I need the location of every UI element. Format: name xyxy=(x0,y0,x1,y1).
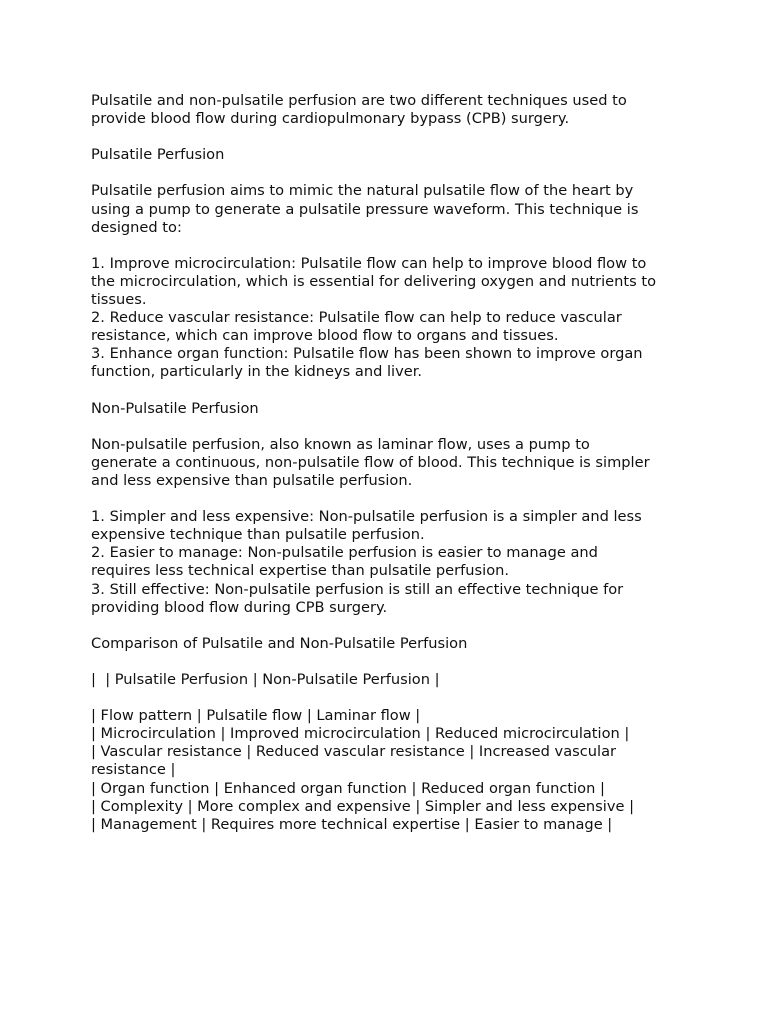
table-row: | Vascular resistance | Reduced vascular resistance | Increased vascular xyxy=(91,743,617,761)
nonpulsatile-heading: Non-Pulsatile Perfusion xyxy=(91,399,259,417)
pulsatile-heading: Pulsatile Perfusion xyxy=(91,146,225,164)
paragraph-spacer xyxy=(91,418,683,436)
paragraph-spacer xyxy=(91,164,683,182)
paragraph-spacer xyxy=(91,653,683,671)
list-item-line: 2. Easier to manage: Non-pulsatile perfusion is easier to manage and xyxy=(91,544,598,562)
table-row: | Complexity | More complex and expensive | Simpler and less expensive | xyxy=(91,797,635,815)
table-row: resistance | xyxy=(91,761,176,779)
list-item-line: requires less technical expertise than pulsatile perfusion. xyxy=(91,562,510,580)
pulsatile-list xyxy=(91,255,683,382)
paragraph-spacer xyxy=(91,617,683,635)
comparison-table xyxy=(91,707,683,834)
list-item-line: providing blood flow during CPB surgery. xyxy=(91,598,388,616)
list-item-line: expensive technique than pulsatile perfusion. xyxy=(91,526,425,544)
document-page xyxy=(91,92,683,834)
list-item-line: function, particularly in the kidneys and liver. xyxy=(91,363,423,381)
text-line: Pulsatile perfusion aims to mimic the natural pulsatile flow of the heart by xyxy=(91,182,634,200)
pulsatile-description xyxy=(91,182,683,236)
list-item-line: 3. Enhance organ function: Pulsatile flow has been shown to improve organ xyxy=(91,345,643,363)
text-line: Non-pulsatile perfusion, also known as laminar flow, uses a pump to xyxy=(91,435,590,453)
text-line: provide blood flow during cardiopulmonary bypass (CPB) surgery. xyxy=(91,110,570,128)
list-item-line: 3. Still effective: Non-pulsatile perfusion is still an effective technique for xyxy=(91,580,624,598)
table-row: | Microcirculation | Improved microcirculation | Reduced microcirculation | xyxy=(91,725,630,743)
text-line: designed to: xyxy=(91,218,182,236)
comparison-heading: Comparison of Pulsatile and Non-Pulsatile Perfusion xyxy=(91,634,468,652)
list-item-line: tissues. xyxy=(91,291,147,309)
paragraph-spacer xyxy=(91,689,683,707)
text-line: using a pump to generate a pulsatile pressure waveform. This technique is xyxy=(91,200,639,218)
paragraph-spacer xyxy=(91,237,683,255)
list-item-line: 2. Reduce vascular resistance: Pulsatile flow can help to reduce vascular xyxy=(91,309,622,327)
nonpulsatile-list xyxy=(91,508,683,617)
table-row: | Organ function | Enhanced organ function | Reduced organ function | xyxy=(91,779,605,797)
intro-paragraph xyxy=(91,92,683,128)
table-row: | Flow pattern | Pulsatile flow | Laminar flow | xyxy=(91,707,421,725)
paragraph-spacer xyxy=(91,382,683,400)
table-row: | Management | Requires more technical expertise | Easier to manage | xyxy=(91,815,613,833)
text-line: and less expensive than pulsatile perfusion. xyxy=(91,471,413,489)
list-item-line: 1. Simpler and less expensive: Non-pulsatile perfusion is a simpler and less xyxy=(91,508,642,526)
paragraph-spacer xyxy=(91,490,683,508)
text-line: Pulsatile and non-pulsatile perfusion are two different techniques used to xyxy=(91,92,627,109)
list-item-line: the microcirculation, which is essential for delivering oxygen and nutrients to xyxy=(91,272,657,290)
text-line: generate a continuous, non-pulsatile flow of blood. This technique is simpler xyxy=(91,453,650,471)
nonpulsatile-description xyxy=(91,436,683,490)
table-header-row: | | Pulsatile Perfusion | Non-Pulsatile Perfusion | xyxy=(91,671,440,688)
list-item-line: 1. Improve microcirculation: Pulsatile flow can help to improve blood flow to xyxy=(91,254,647,272)
paragraph-spacer xyxy=(91,128,683,146)
list-item-line: resistance, which can improve blood flow to organs and tissues. xyxy=(91,327,559,345)
